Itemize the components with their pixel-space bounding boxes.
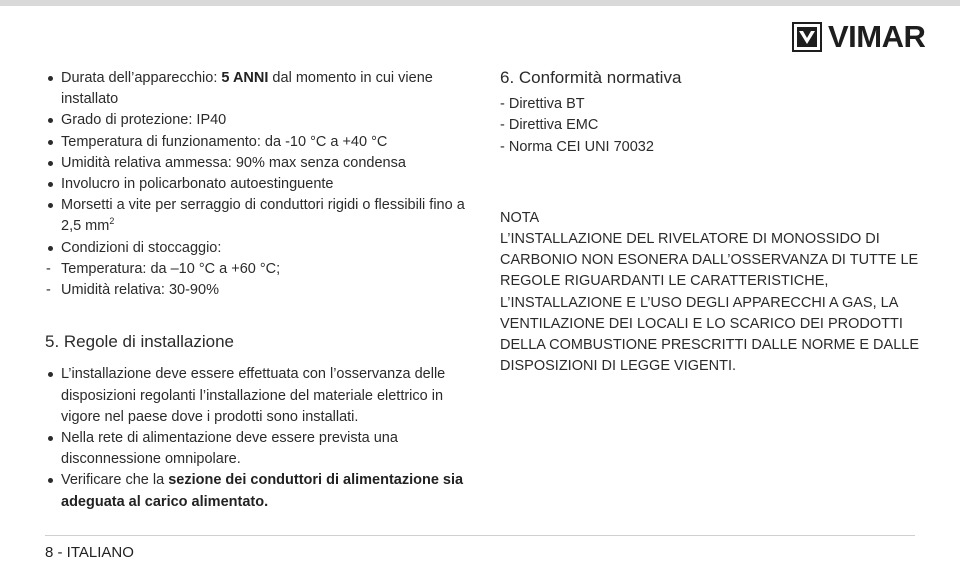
list-item: Durata dell’apparecchio: 5 ANNI dal momento in cui viene installato xyxy=(45,68,465,110)
list-item: Involucro in policarbonato autoestinguente xyxy=(45,174,465,195)
left-column xyxy=(45,68,465,513)
list-item: Umidità relativa ammessa: 90% max senza condensa xyxy=(45,153,465,174)
list-item: - Norma CEI UNI 70032 xyxy=(500,138,654,155)
footer-divider xyxy=(45,535,915,536)
storage-list xyxy=(45,259,465,301)
list-item: Verificare che la sezione dei conduttori di alimentazione sia adeguata al carico alimentato. xyxy=(45,470,465,512)
section-6-title: 6. Conformità normativa xyxy=(500,68,682,87)
install-rules-list xyxy=(45,364,465,512)
spec-list xyxy=(45,68,465,259)
list-item: Temperatura di funzionamento: da -10 °C a +40 °C xyxy=(45,132,465,153)
nota-title: NOTA xyxy=(500,209,540,226)
page-label: 8 - ITALIANO xyxy=(45,544,134,561)
section-5-title: 5. Regole di installazione xyxy=(45,332,235,352)
vimar-logo xyxy=(792,20,925,54)
list-item: L’installazione deve essere effettuata con l’osservanza delle disposizioni regolanti l’installazione del materiale elettrico in vigore nel paese dove i prodotti sono installati. xyxy=(45,364,465,428)
brand-name: VIMAR xyxy=(828,19,926,54)
nota-text: L’INSTALLAZIONE DEL RIVELATORE DI MONOSSIDO DI CARBONIO NON ESONERA DALL’OSSERVANZA DI TUTTE LE REGOLE RIGUARDANTI LE CARATTERISTICHE, L’INSTALLAZIONE E L’USO DEGLI APPARECCHI A GAS, LA VENTILAZIONE DEI LOCALI E LO SCARICO DEI PRODOTTI DELLA COMBUSTIONE PRESCRITTI DALLE NORME E DALLE DISPOSIZIONI DI LEGGE VIGENTI. xyxy=(500,231,919,375)
top-bar xyxy=(0,0,960,6)
list-item: - Umidità relativa: 30-90% xyxy=(46,282,219,299)
list-item: Nella rete di alimentazione deve essere prevista una disconnessione omnipolare. xyxy=(45,428,465,470)
conformity-list xyxy=(500,94,920,158)
list-item: - Direttiva BT xyxy=(500,96,585,113)
right-column xyxy=(500,68,920,377)
list-item: - Direttiva EMC xyxy=(500,117,599,134)
list-item: Morsetti a vite per serraggio di conduttori rigidi o flessibili fino a 2,5 $mm^2$ xyxy=(45,195,465,237)
vimar-logo-icon xyxy=(792,22,822,52)
list-item: Grado di protezione: IP40 xyxy=(45,110,465,131)
list-item: Condizioni di stoccaggio: xyxy=(45,238,465,259)
list-item: - Temperatura: da –10 °C a +60 °C; xyxy=(46,260,281,277)
